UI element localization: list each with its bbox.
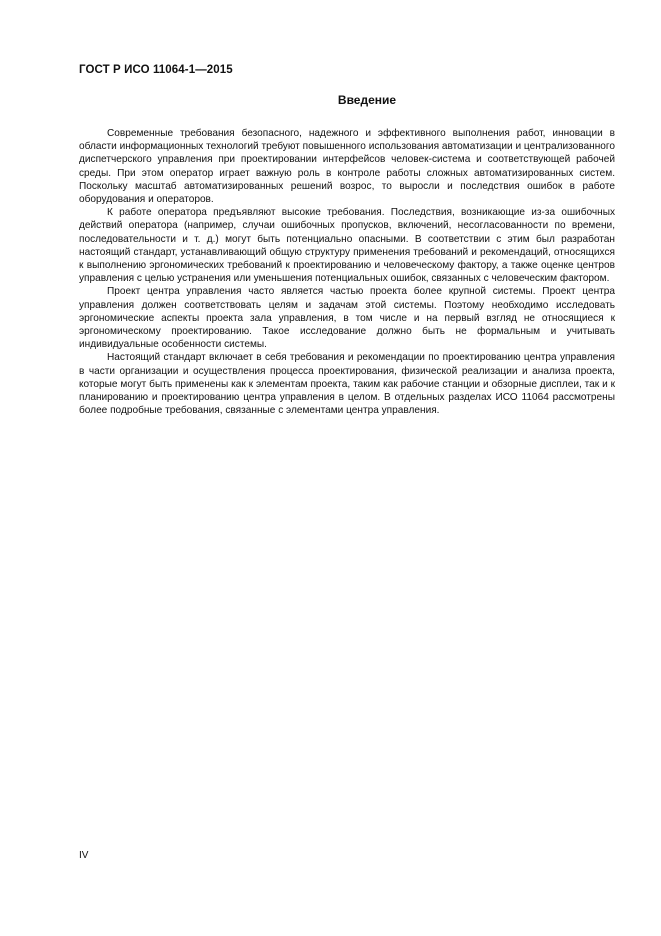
paragraph: Настоящий стандарт включает в себя требования и рекомендации по проектированию центра управления в части организации и осуществления процесса проектирования, физической реализации и анализа проекта, которые могут быть применены как к элементам проекта, таким как рабочие станции и обзорные дисплеи, так и к планированию и проектированию центра управления в целом. В отдельных разделах ИСО 11064 рассмотрены более подробные требования, связанные с элементами центра управления. (79, 352, 615, 417)
body-text (79, 127, 615, 417)
paragraph: Проект центра управления часто является частью проекта более крупной системы. Проект центра управления должен соответствовать целям и задачам этой системы. Поэтому необходимо исследовать эргономические аспекты проекта зала управления, в том числе и на первый взгляд не относящиеся к эргономическому проектированию. Такое исследование должно быть не формальным и учитывать индивидуальные особенности системы. (79, 286, 615, 351)
paragraph: Современные требования безопасного, надежного и эффективного выполнения работ, инновации в области информационных технологий требуют повышенного использования автоматизации и централизованного диспетчерского управления при проектировании интерфейсов человек-система и соответствующей рабочей среды. При этом оператор играет важную роль в контроле работы сложных автоматизированных систем. Поскольку масштаб автоматизированных решений возрос, то выросли и последствия ошибок в работе оборудования и операторов. (79, 128, 615, 206)
page-number: IV (79, 850, 89, 861)
paragraph: К работе оператора предъявляют высокие требования. Последствия, возникающие из-за ошибочных действий оператора (например, случаи ошибочных пропусков, включений, несогласованности по времени, последовательности и т. д.) могут быть потенциально опасными. В соответствии с этим был разработан настоящий стандарт, устанавливающий общую структуру применения требований и рекомендаций, относящихся к выполнению эргономических требований к проектированию и человеческому фактору, а также оценке центров управления с целью устранения или уменьшения потенциальных ошибок, связанных с человеческим фактором. (79, 207, 615, 285)
section-title: Введение (337, 93, 397, 107)
standard-header: ГОСТ Р ИСО 11064-1—2015 (79, 64, 233, 76)
